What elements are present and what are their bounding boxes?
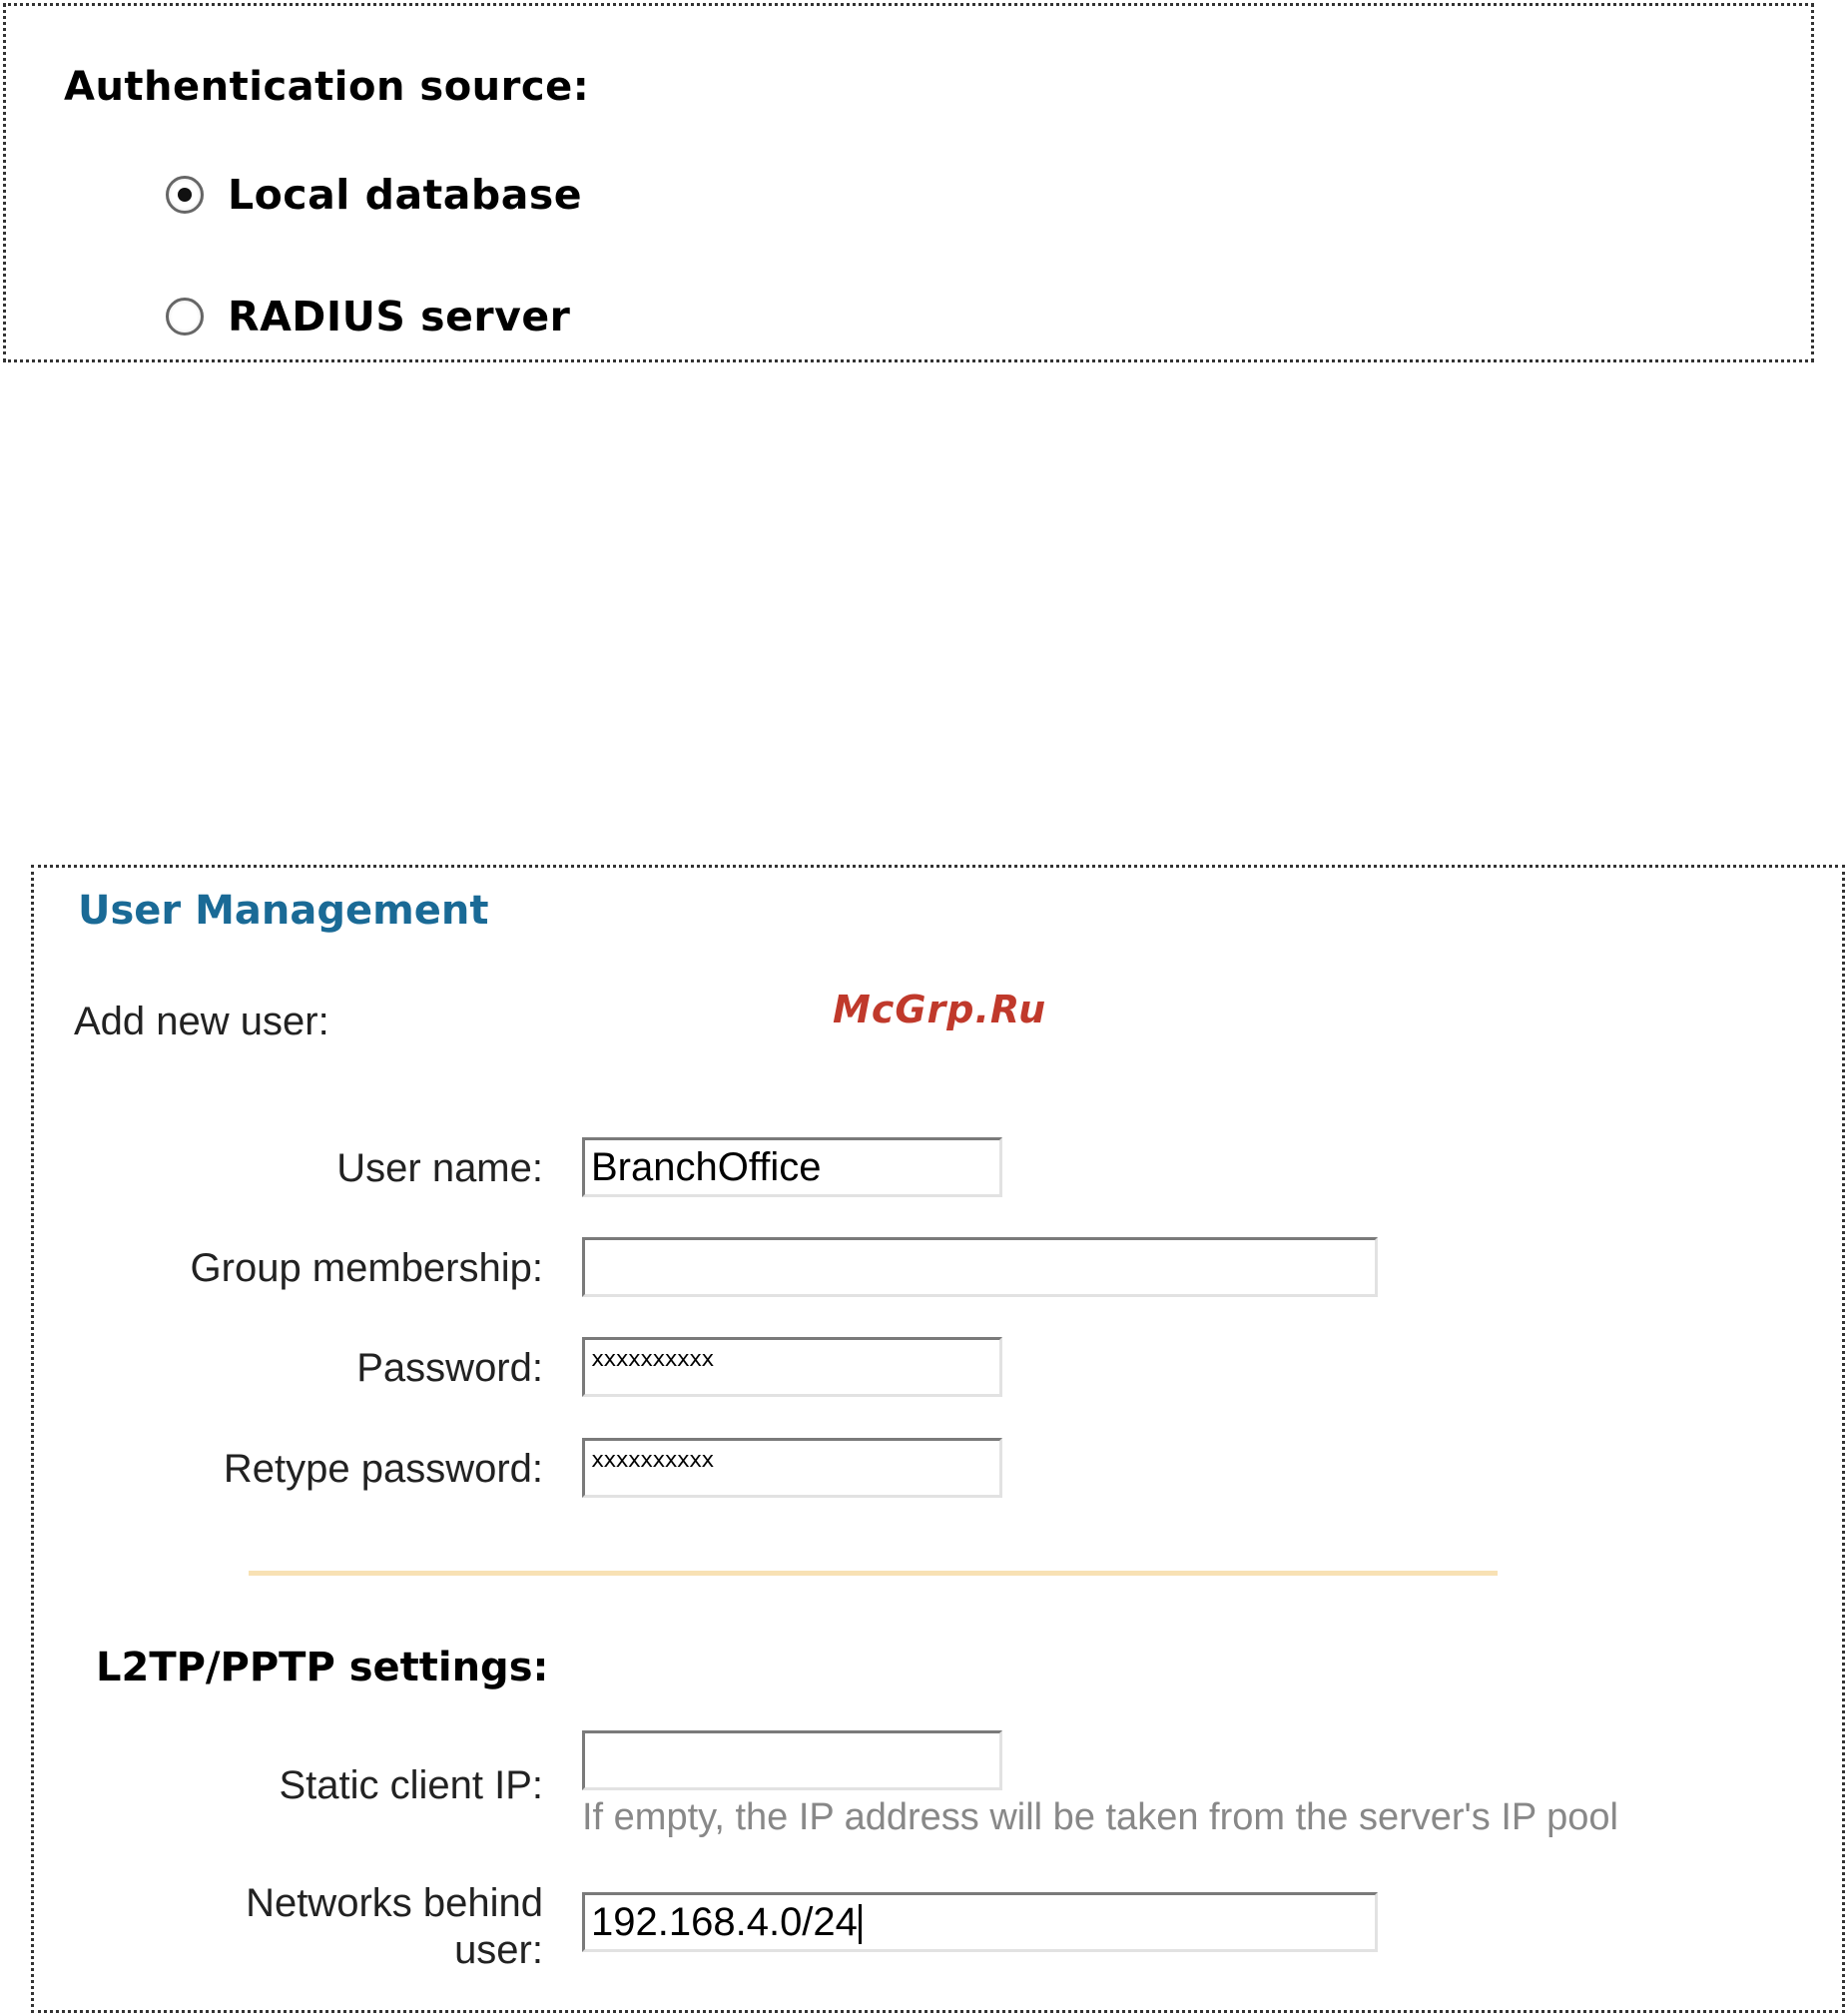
l2tp-pptp-settings-title: L2TP/PPTP settings: [96, 1645, 549, 1690]
radio-local-database[interactable] [166, 171, 582, 219]
radio-label-local-database: Local database [228, 171, 583, 219]
networks-behind-user-input[interactable] [582, 1892, 1378, 1952]
radio-radius-server[interactable] [166, 293, 570, 340]
networks-behind-user-value: 192.168.4.0/24 [591, 1900, 858, 1944]
group-membership-label: Group membership: [190, 1246, 543, 1290]
watermark: McGrp.Ru [833, 988, 1047, 1031]
radio-unchecked-icon[interactable] [166, 298, 204, 336]
networks-behind-user-label-line1: Networks behind [246, 1881, 543, 1925]
password-label: Password: [356, 1346, 543, 1390]
text-caret [859, 1904, 862, 1944]
authentication-source-title: Authentication source: [64, 64, 590, 110]
networks-behind-user-label-line2: user: [454, 1928, 543, 1972]
authentication-source-panel [3, 3, 1814, 362]
radio-label-radius-server: RADIUS server [228, 293, 571, 340]
group-membership-input[interactable] [582, 1237, 1378, 1297]
static-client-ip-label: Static client IP: [279, 1763, 543, 1807]
user-name-label: User name: [336, 1146, 543, 1190]
retype-password-label: Retype password: [223, 1447, 543, 1491]
password-input[interactable]: xxxxxxxxxx [582, 1337, 1002, 1397]
user-name-input[interactable]: BranchOffice [582, 1137, 1002, 1197]
user-management-panel [31, 865, 1845, 2013]
static-client-ip-hint: If empty, the IP address will be taken from the server's IP pool [582, 1796, 1618, 1838]
user-management-title: User Management [78, 888, 489, 934]
add-new-user-label: Add new user: [74, 1000, 329, 1043]
section-divider [249, 1571, 1498, 1576]
radio-checked-icon[interactable] [166, 176, 204, 214]
static-client-ip-input[interactable] [582, 1730, 1002, 1790]
retype-password-input[interactable]: xxxxxxxxxx [582, 1438, 1002, 1498]
